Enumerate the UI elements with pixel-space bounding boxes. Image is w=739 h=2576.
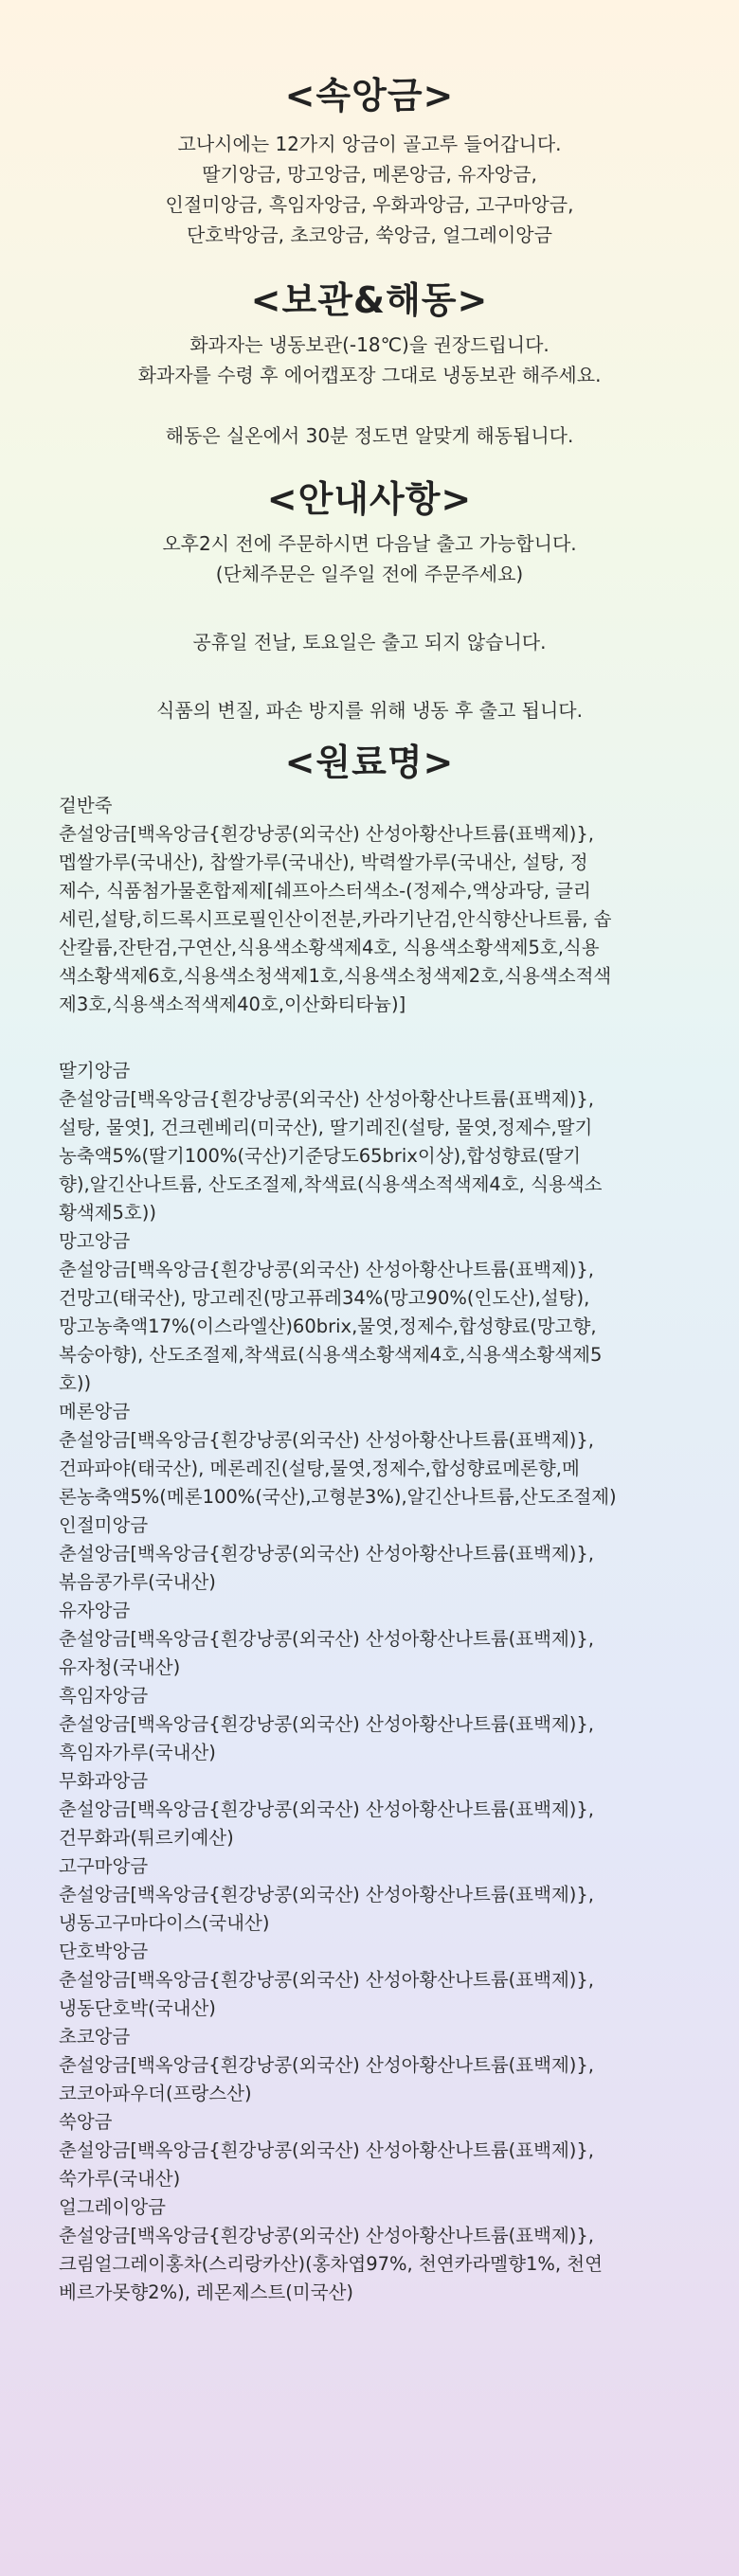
ingredients-line: 황색제5호)) (59, 1202, 156, 1224)
ingredients-line: 메론앙금 (59, 1401, 131, 1422)
ingredients-line: 춘설앙금[백옥앙금{흰강낭콩(외국산) 산성아황산나트륨(표백제)}, (59, 1798, 595, 1820)
ingredients-line: 춘설앙금[백옥앙금{흰강낭콩(외국산) 산성아황산나트륨(표백제)}, (59, 2139, 595, 2161)
storage-text (0, 330, 739, 451)
ingredients-list (59, 792, 712, 2307)
ingredients-line: 유자청(국내산) (59, 1656, 181, 1678)
ingredients-line: 산칼륨,잔탄검,구연산,식용색소황색제4호, 식용색소황색제5호,식용 (59, 937, 600, 958)
ingredients-line: 복숭아향), 산도조절제,착색료(식용색소황색제4호,식용색소황색제5 (59, 1344, 603, 1366)
ingredients-line: 춘설앙금[백옥앙금{흰강낭콩(외국산) 산성아황산나트륨(표백제)}, (59, 2054, 595, 2076)
ingredients-line: 건망고(태국산), 망고레진(망고퓨레34%(망고90%(인도산),설탕), (59, 1287, 590, 1309)
ingredients-line: 멥쌀가루(국내산), 찹쌀가루(국내산), 박력쌀가루(국내산, 설탕, 정 (59, 851, 588, 873)
notice-line (0, 589, 739, 627)
ingredients-line: 세린,설탕,히드록시프로필인산이전분,카라기난검,안식향산나트륨, 솝 (59, 908, 612, 930)
ingredients-line: 단호박앙금 (59, 1941, 149, 1962)
ingredients-line: 무화과앙금 (59, 1770, 149, 1792)
notice-line: 오후2시 전에 주문하시면 다음날 출고 가능합니다. (162, 532, 577, 555)
ingredients-line: 제3호,식용색소적색제40호,이산화티타늄)] (59, 993, 406, 1015)
storage-line: 화과자를 수령 후 에어캡포장 그대로 냉동보관 해주세요. (137, 364, 602, 386)
ingredients-line: 춘설앙금[백옥앙금{흰강낭콩(외국산) 산성아황산나트륨(표백제)}, (59, 1259, 595, 1280)
notice-text (0, 528, 739, 725)
fillings-text (0, 129, 739, 250)
ingredients-line: 건무화과(튀르키예산) (59, 1827, 234, 1849)
ingredients-line: 냉동단호박(국내산) (59, 1997, 216, 2019)
ingredients-line: 흑임자가루(국내산) (59, 1742, 216, 1763)
ingredients-line: 코코아파우더(프랑스산) (59, 2083, 252, 2104)
ingredients-line: 얼그레이앙금 (59, 2196, 167, 2218)
ingredients-title: <원료명> (284, 742, 455, 783)
ingredients-line: 흑임자앙금 (59, 1685, 149, 1707)
notice-line (0, 657, 739, 695)
storage-line: 해동은 실온에서 30분 정도면 알맞게 해동됩니다. (165, 424, 574, 447)
ingredients-line: 냉동고구마다이스(국내산) (59, 1912, 270, 1934)
ingredients-line: 인절미앙금 (59, 1514, 149, 1536)
fillings-line: 딸기앙금, 망고앙금, 메론앙금, 유자앙금, (202, 163, 537, 186)
ingredients-line: 춘설앙금[백옥앙금{흰강낭콩(외국산) 산성아황산나트륨(표백제)}, (59, 1713, 595, 1735)
storage-line: 화과자는 냉동보관(-18℃)을 권장드립니다. (189, 333, 550, 356)
ingredients-line: 론농축액5%(메론100%(국산),고형분3%),알긴산나트륨,산도조절제) (59, 1486, 617, 1508)
ingredients-line: 쑥앙금 (59, 2111, 113, 2133)
ingredients-line: 춘설앙금[백옥앙금{흰강낭콩(외국산) 산성아황산나트륨(표백제)}, (59, 1088, 595, 1110)
storage-title: <보관&해동> (250, 279, 489, 321)
ingredients-line: 초코앙금 (59, 2026, 131, 2048)
ingredients-line: 춘설앙금[백옥앙금{흰강낭콩(외국산) 산성아황산나트륨(표백제)}, (59, 1543, 595, 1565)
ingredients-line: 유자앙금 (59, 1600, 131, 1621)
ingredients-line: 향),알긴산나트륨, 산도조절제,착색료(식용색소적색제4호, 식용색소 (59, 1173, 603, 1195)
ingredients-line: 볶음콩가루(국내산) (59, 1571, 216, 1593)
ingredients-line: 망고농축액17%(이스라엘산)60brix,물엿,정제수,합성향료(망고향, (59, 1315, 597, 1337)
ingredients-line: 춘설앙금[백옥앙금{흰강낭콩(외국산) 산성아황산나트륨(표백제)}, (59, 1429, 595, 1451)
ingredients-line: 춘설앙금[백옥앙금{흰강낭콩(외국산) 산성아황산나트륨(표백제)}, (59, 1628, 595, 1650)
storage-line (0, 390, 739, 420)
fillings-line: 인절미앙금, 흑임자앙금, 우화과앙금, 고구마앙금, (165, 193, 574, 216)
notice-title: <안내사항> (266, 478, 473, 520)
fillings-title: <속앙금> (284, 75, 455, 116)
notice-line: 공휴일 전날, 토요일은 출고 되지 않습니다. (192, 631, 547, 653)
fillings-line: 단호박앙금, 초코앙금, 쑥앙금, 얼그레이앙금 (187, 224, 552, 246)
ingredients-line: 호)) (59, 1372, 92, 1394)
ingredients-line: 망고앙금 (59, 1230, 131, 1252)
notice-line: (단체주문은 일주일 전에 주문주세요) (215, 563, 524, 585)
ingredients-line: 농축액5%(딸기100%(국산)기준당도65brix이상),합성향료(딸기 (59, 1145, 581, 1167)
notice-line: 식품의 변질, 파손 방지를 위해 냉동 후 출고 됩니다. (156, 699, 583, 722)
ingredients-line: 색소황색제6호,식용색소청색제1호,식용색소청색제2호,식용색소적색 (59, 965, 612, 987)
ingredients-spacer (59, 1019, 712, 1057)
ingredients-line: 춘설앙금[백옥앙금{흰강낭콩(외국산) 산성아황산나트륨(표백제)}, (59, 2225, 595, 2246)
ingredients-line: 크림얼그레이홍차(스리랑카산)(홍차엽97%, 천연카라멜향1%, 천연 (59, 2253, 603, 2275)
ingredients-line: 고구마앙금 (59, 1855, 149, 1877)
ingredients-line: 베르가못향2%), 레몬제스트(미국산) (59, 2281, 354, 2303)
fillings-line: 고나시에는 12가지 앙금이 골고루 들어갑니다. (177, 133, 562, 155)
ingredients-line: 쑥가루(국내산) (59, 2168, 181, 2190)
ingredients-line: 제수, 식품첨가물혼합제제[쉐프아스터색소-(정제수,액상과당, 글리 (59, 880, 591, 902)
ingredients-line: 춘설앙금[백옥앙금{흰강낭콩(외국산) 산성아황산나트륨(표백제)}, (59, 1969, 595, 1991)
ingredients-line: 설탕, 물엿], 건크렌베리(미국산), 딸기레진(설탕, 물엿,정제수,딸기 (59, 1117, 593, 1138)
ingredients-line: 춘설앙금[백옥앙금{흰강낭콩(외국산) 산성아황산나트륨(표백제)}, (59, 1884, 595, 1905)
ingredients-line: 건파파야(태국산), 메론레진(설탕,물엿,정제수,합성향료메론향,메 (59, 1458, 580, 1479)
ingredients-line: 춘설앙금[백옥앙금{흰강낭콩(외국산) 산성아황산나트륨(표백제)}, (59, 823, 595, 845)
ingredients-line: 딸기앙금 (59, 1060, 131, 1082)
ingredients-line: 겉반죽 (59, 795, 113, 816)
